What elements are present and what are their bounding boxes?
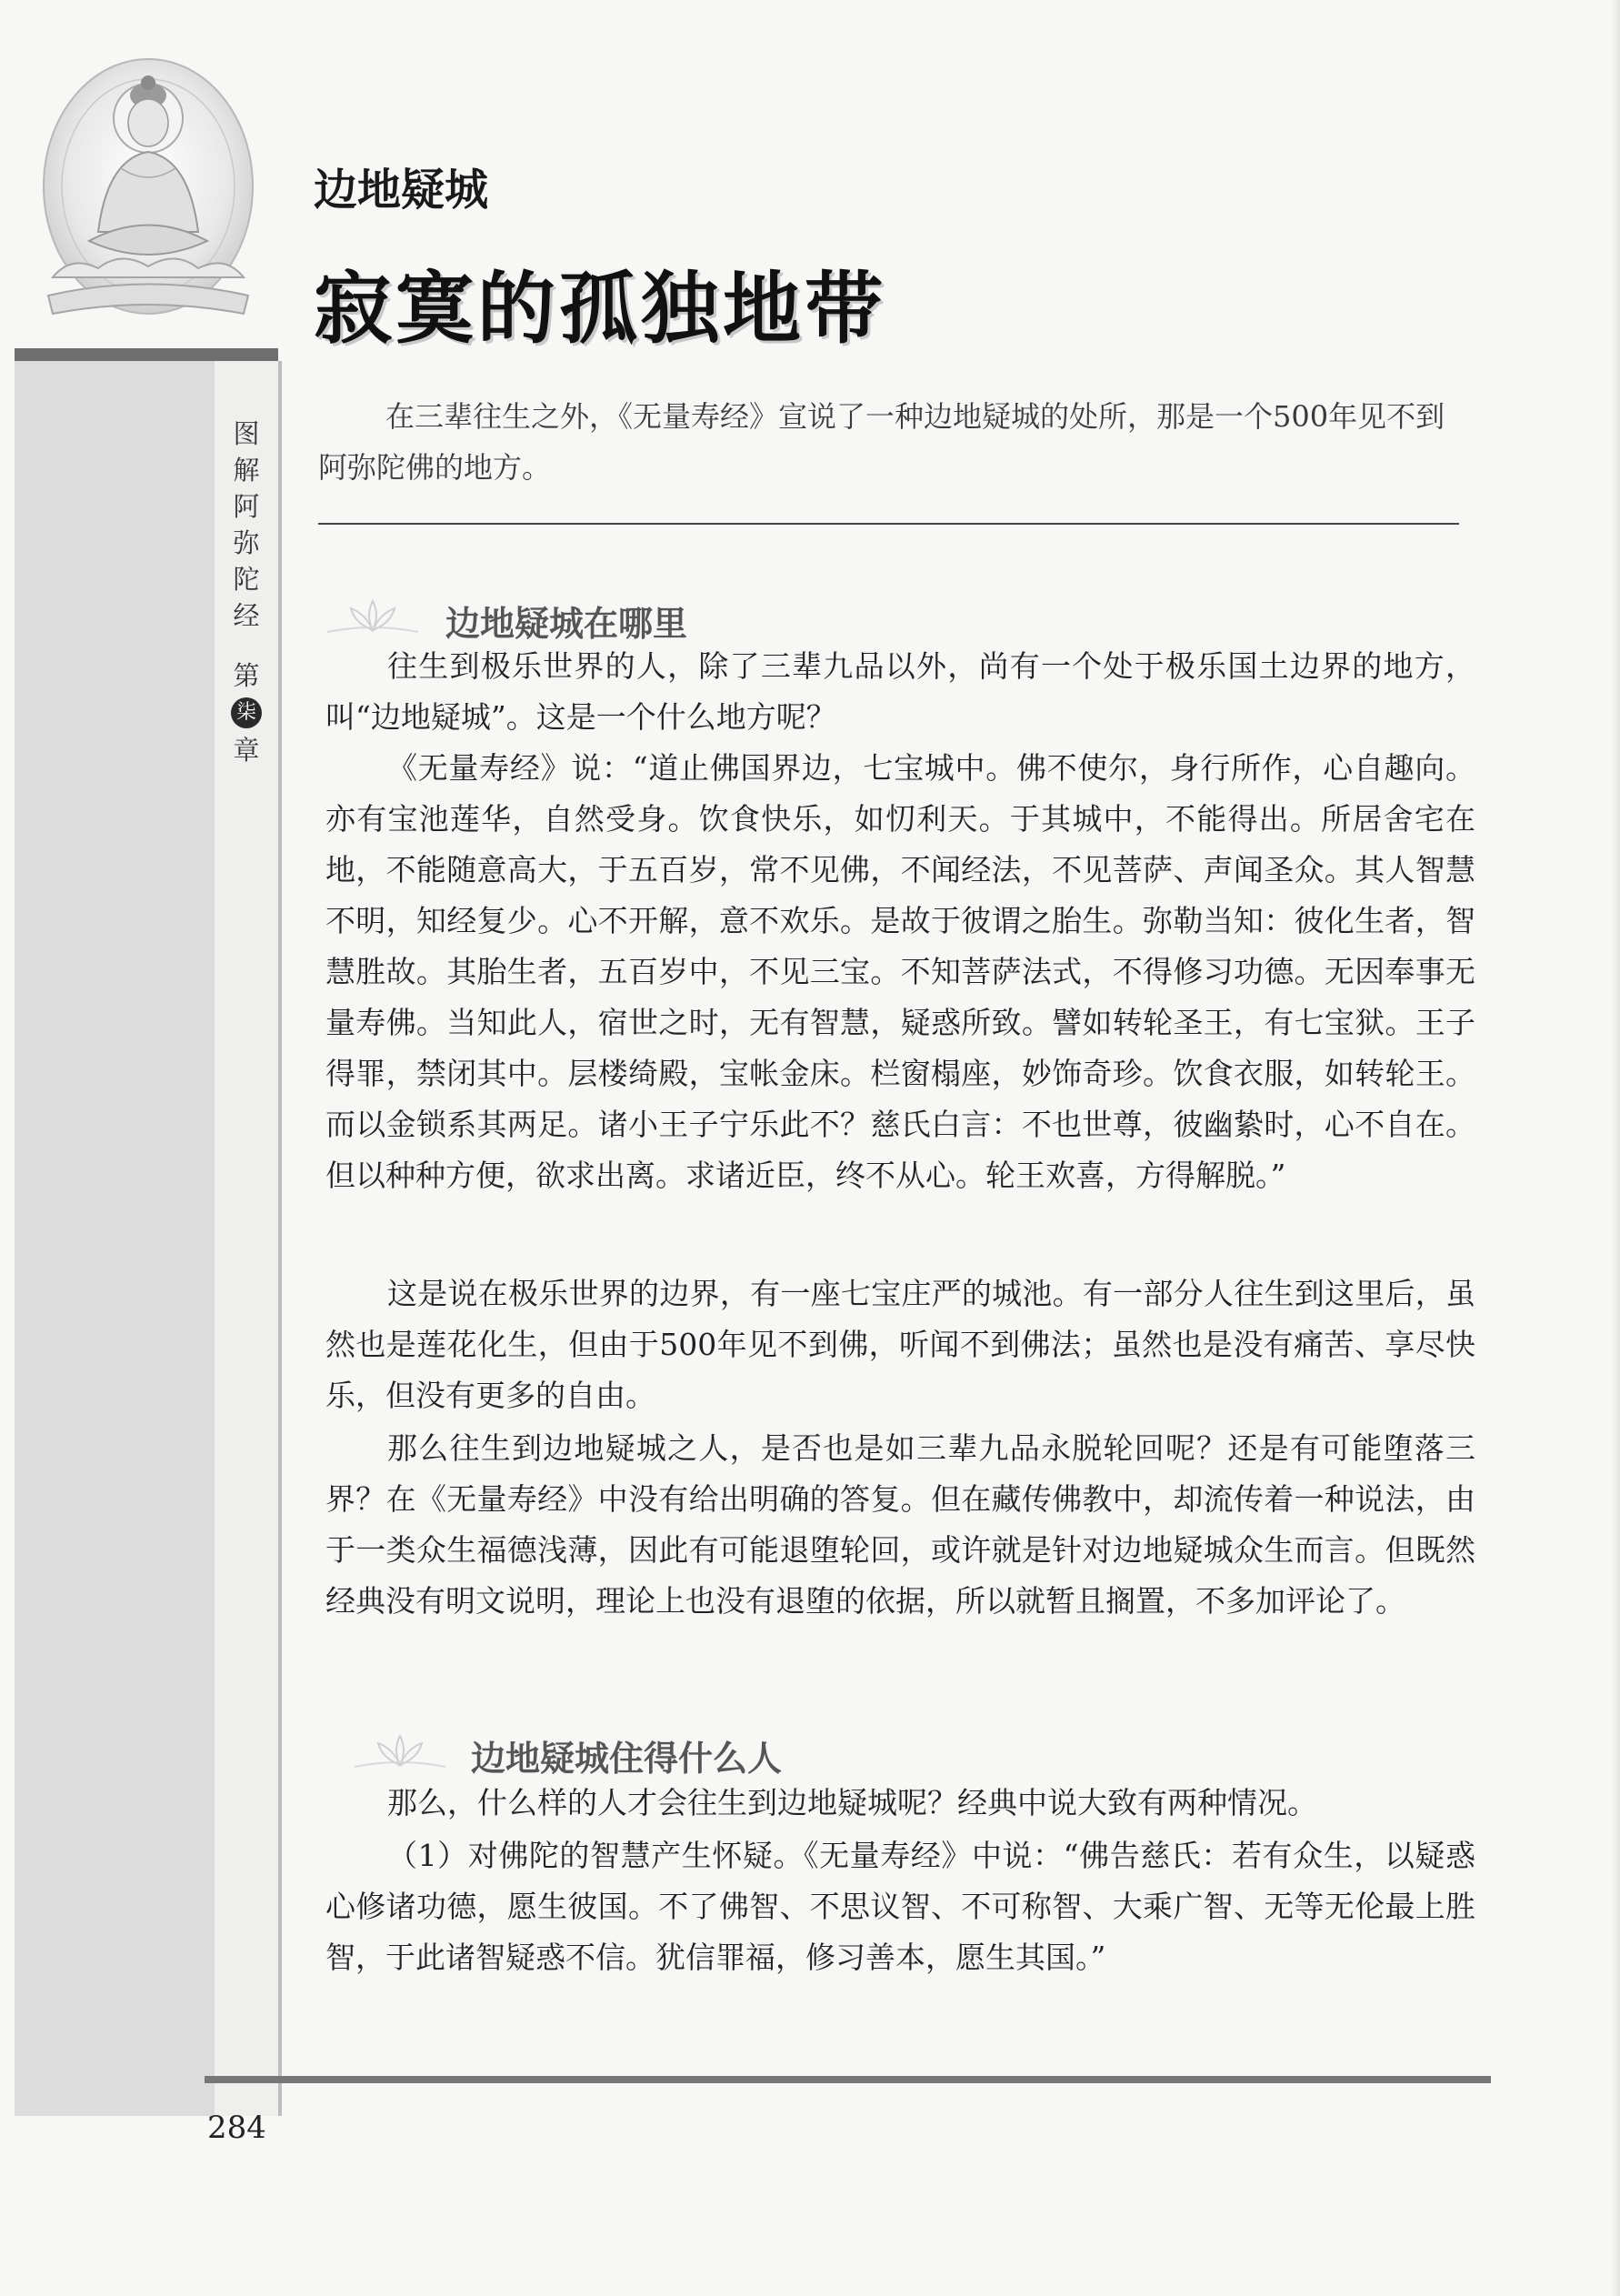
section-heading-1: 边地疑城在哪里 [445,604,688,644]
paragraph: 《无量寿经》说：“道止佛国界边，七宝城中。佛不使尔，身行所作，心自趣向。亦有宝池莲华，自然受身。饮食快乐，如忉利天。于其城中，不能得出。所居舍宅在地，不能随意高大，于五百岁，常不见佛，不闻经法，不见菩萨、声闻圣众。其人智慧不明，知经复少。心不开解，意不欢乐。是故于彼谓之胎生。弥勒当知：彼化生者，智慧胜故。其胎生者，五百岁中，不见三宝。不知菩萨法式，不得修习功德。无因奉事无量寿佛。当知此人，宿世之时，无有智慧，疑惑所致。譬如转轮圣王，有七宝狱。王子得罪，禁闭其中。层楼绮殿，宝帐金床。栏窗榻座，妙饰奇珍。饮食衣服，如转轮王。而以金锁系其两足。诸小王子宁乐此不？慈氏白言：不也世尊，彼幽絷时，心不自在。但以种种方便，欲求出离。求诸近臣，终不从心。轮王欢喜，方得解脱。” [325,750,1475,1193]
book-title-char: 解 [233,455,260,486]
lotus-icon [345,1730,455,1770]
book-title-char: 经 [233,600,260,631]
section-heading-2: 边地疑城住得什么人 [471,1739,783,1779]
divider-line [318,523,1459,525]
intro-paragraph: 在三辈往生之外，《无量寿经》宣说了一种边地疑城的处所，那是一个500年见不到阿弥陀佛的地方。 [318,399,1445,485]
chapter-number-badge: 柒 [231,697,262,728]
book-title-char: 陀 [233,564,260,595]
vertical-book-title [215,416,278,768]
section-subtitle: 边地疑城 [314,165,489,216]
book-title-char: 图 [233,418,260,449]
paragraph: 往生到极乐世界的人，除了三辈九品以外，尚有一个处于极乐国土边界的地方，叫“边地疑城”。这是一个什么地方呢？ [325,648,1475,735]
sidebar [15,348,278,2116]
lotus-icon [318,596,427,636]
chapter-suffix: 章 [233,735,260,766]
book-title-char: 弥 [233,527,260,558]
sidebar-strip [215,361,282,2116]
paragraph: 那么往生到边地疑城之人，是否也是如三辈九品永脱轮回呢？还是有可能堕落三界？在《无量寿经》中没有给出明确的答复。但在藏传佛教中，却流传着一种说法，由于一类众生福德浅薄，因此有可能退堕轮回，或许就是针对边地疑城众生而言。但既然经典没有明文说明，理论上也没有退堕的依据，所以就暂且搁置，不多加评论了。 [325,1430,1475,1619]
page-title: 寂寞的孤独地带 [314,264,886,355]
footer-bar [205,2076,1491,2083]
chapter-prefix: 第 [233,660,260,691]
page-edge [1611,0,1620,2296]
buddha-illustration [35,50,262,341]
paragraph: 这是说在极乐世界的边界，有一座七宝庄严的城池。有一部分人往生到这里后，虽然也是莲花化生，但由于500年见不到佛，听闻不到佛法；虽然也是没有痛苦、享尽快乐，但没有更多的自由。 [325,1276,1475,1413]
book-title-char: 阿 [233,491,260,522]
page-number: 284 [207,2110,266,2146]
paragraph: 那么，什么样的人才会往生到边地疑城呢？经典中说大致有两种情况。 [387,1785,1317,1820]
paragraph: （1）对佛陀的智慧产生怀疑。《无量寿经》中说：“佛告慈氏：若有众生，以疑惑心修诸功德，愿生彼国。不了佛智、不思议智、不可称智、大乘广智、无等无伦最上胜智，于此诸智疑惑不信。犹信罪福，修习善本，愿生其国。” [325,1838,1475,1975]
